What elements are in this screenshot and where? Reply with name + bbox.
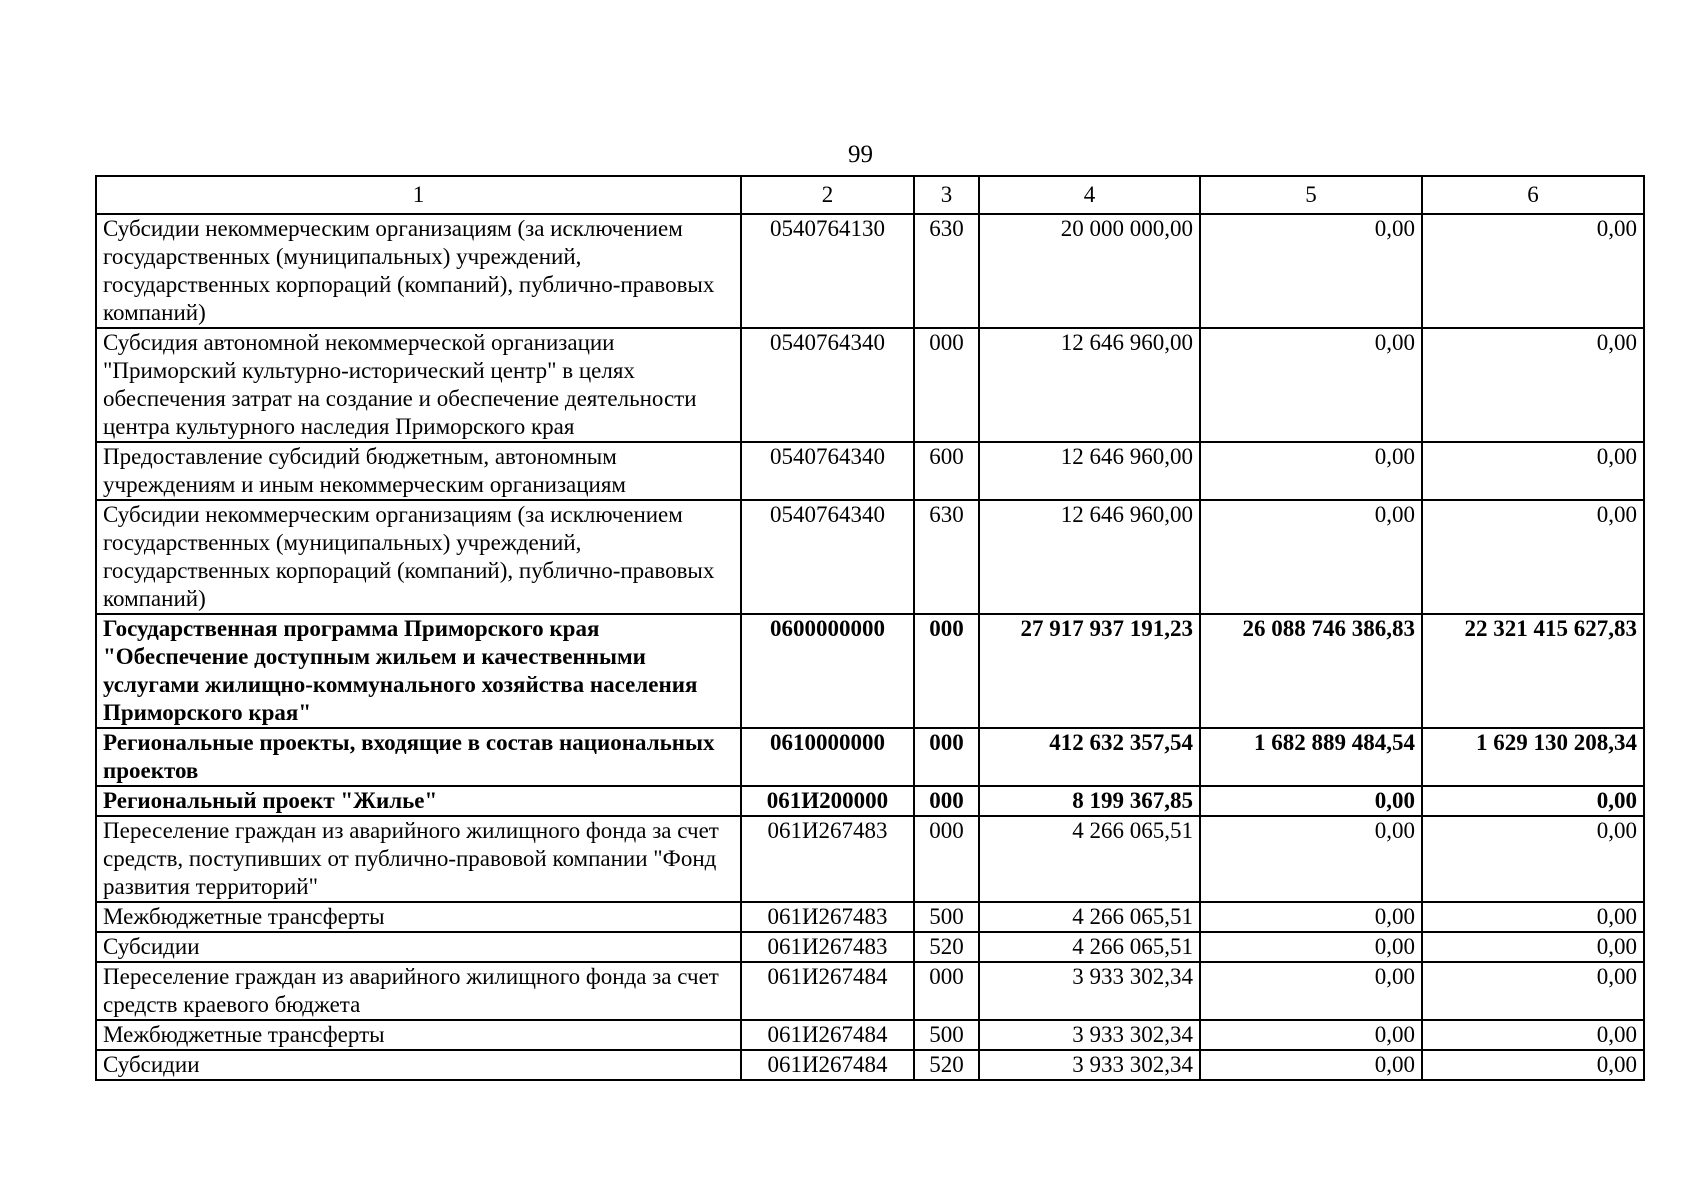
row-value-5-cell: 0,00 [1200,902,1422,932]
row-value-6-cell: 22 321 415 627,83 [1422,614,1644,728]
row-code-cell: 0610000000 [741,728,914,786]
budget-table [95,175,1645,1081]
row-value-4-cell: 20 000 000,00 [979,214,1200,328]
table-row [96,614,1644,728]
row-kvr-cell: 000 [914,614,979,728]
row-value-6-cell: 0,00 [1422,786,1644,816]
row-value-5-cell: 0,00 [1200,786,1422,816]
row-value-6-cell: 1 629 130 208,34 [1422,728,1644,786]
row-name-cell: Субсидии [96,932,741,962]
table-row [96,442,1644,500]
column-header-6: 6 [1422,176,1644,214]
row-value-5-cell: 0,00 [1200,816,1422,902]
column-header-4: 4 [979,176,1200,214]
row-code-cell: 061И267484 [741,1020,914,1050]
row-code-cell: 0540764130 [741,214,914,328]
row-value-4-cell: 4 266 065,51 [979,816,1200,902]
row-value-5-cell: 0,00 [1200,442,1422,500]
row-value-6-cell: 0,00 [1422,962,1644,1020]
row-kvr-cell: 500 [914,902,979,932]
row-value-6-cell: 0,00 [1422,816,1644,902]
table-header-row [96,176,1644,214]
table-row [96,932,1644,962]
row-kvr-cell: 500 [914,1020,979,1050]
row-value-5-cell: 0,00 [1200,1050,1422,1080]
row-code-cell: 061И267483 [741,816,914,902]
row-name-cell: Межбюджетные трансферты [96,902,741,932]
row-name-cell: Предоставление субсидий бюджетным, автономным учреждениям и иным некоммерческим организациям [96,442,741,500]
row-kvr-cell: 630 [914,500,979,614]
row-name-cell: Региональный проект "Жилье" [96,786,741,816]
table-row [96,1050,1644,1080]
row-value-6-cell: 0,00 [1422,442,1644,500]
row-kvr-cell: 000 [914,786,979,816]
row-kvr-cell: 520 [914,1050,979,1080]
table-row [96,1020,1644,1050]
row-name-cell: Переселение граждан из аварийного жилищного фонда за счет средств краевого бюджета [96,962,741,1020]
row-value-4-cell: 8 199 367,85 [979,786,1200,816]
row-value-6-cell: 0,00 [1422,328,1644,442]
row-kvr-cell: 630 [914,214,979,328]
page-number: 99 [848,141,873,168]
row-kvr-cell: 600 [914,442,979,500]
row-value-4-cell: 12 646 960,00 [979,442,1200,500]
table-body [96,214,1644,1080]
row-value-4-cell: 412 632 357,54 [979,728,1200,786]
row-name-cell: Межбюджетные трансферты [96,1020,741,1050]
row-code-cell: 0540764340 [741,328,914,442]
table-row [96,214,1644,328]
row-code-cell: 061И267484 [741,1050,914,1080]
table-row [96,786,1644,816]
row-value-4-cell: 3 933 302,34 [979,1050,1200,1080]
table-row [96,816,1644,902]
row-value-4-cell: 12 646 960,00 [979,328,1200,442]
column-header-5: 5 [1200,176,1422,214]
row-kvr-cell: 000 [914,816,979,902]
row-value-5-cell: 26 088 746 386,83 [1200,614,1422,728]
row-value-5-cell: 1 682 889 484,54 [1200,728,1422,786]
row-code-cell: 0540764340 [741,500,914,614]
row-name-cell: Государственная программа Приморского края "Обеспечение доступным жильем и качественными услугами жилищно-коммунального хозяйства населения Приморского края" [96,614,741,728]
row-value-5-cell: 0,00 [1200,932,1422,962]
row-kvr-cell: 000 [914,962,979,1020]
table-row [96,728,1644,786]
column-header-1: 1 [96,176,741,214]
row-name-cell: Субсидии [96,1050,741,1080]
row-code-cell: 061И267484 [741,962,914,1020]
row-value-4-cell: 3 933 302,34 [979,962,1200,1020]
column-header-3: 3 [914,176,979,214]
row-code-cell: 0600000000 [741,614,914,728]
row-value-6-cell: 0,00 [1422,1020,1644,1050]
row-value-4-cell: 4 266 065,51 [979,902,1200,932]
row-value-5-cell: 0,00 [1200,328,1422,442]
row-name-cell: Переселение граждан из аварийного жилищного фонда за счет средств, поступивших от публично-правовой компании "Фонд развития территорий" [96,816,741,902]
row-value-6-cell: 0,00 [1422,932,1644,962]
table-row [96,328,1644,442]
row-code-cell: 061И267483 [741,902,914,932]
row-code-cell: 061И200000 [741,786,914,816]
row-value-6-cell: 0,00 [1422,214,1644,328]
column-header-2: 2 [741,176,914,214]
row-value-6-cell: 0,00 [1422,500,1644,614]
table-row [96,500,1644,614]
row-code-cell: 061И267483 [741,932,914,962]
row-value-6-cell: 0,00 [1422,1050,1644,1080]
row-name-cell: Субсидии некоммерческим организациям (за исключением государственных (муниципальных) учреждений, государственных корпораций (компаний), публично-правовых компаний) [96,214,741,328]
row-kvr-cell: 000 [914,328,979,442]
row-value-5-cell: 0,00 [1200,962,1422,1020]
row-name-cell: Субсидии некоммерческим организациям (за исключением государственных (муниципальных) учреждений, государственных корпораций (компаний), публично-правовых компаний) [96,500,741,614]
row-value-4-cell: 4 266 065,51 [979,932,1200,962]
row-value-5-cell: 0,00 [1200,500,1422,614]
row-value-6-cell: 0,00 [1422,902,1644,932]
row-kvr-cell: 520 [914,932,979,962]
row-kvr-cell: 000 [914,728,979,786]
row-value-4-cell: 27 917 937 191,23 [979,614,1200,728]
row-code-cell: 0540764340 [741,442,914,500]
table-row [96,902,1644,932]
row-name-cell: Региональные проекты, входящие в состав национальных проектов [96,728,741,786]
row-name-cell: Субсидия автономной некоммерческой организации "Приморский культурно-исторический центр" в целях обеспечения затрат на создание и обеспечение деятельности центра культурного наследия Приморского края [96,328,741,442]
row-value-4-cell: 12 646 960,00 [979,500,1200,614]
row-value-4-cell: 3 933 302,34 [979,1020,1200,1050]
row-value-5-cell: 0,00 [1200,214,1422,328]
row-value-5-cell: 0,00 [1200,1020,1422,1050]
table-row [96,962,1644,1020]
